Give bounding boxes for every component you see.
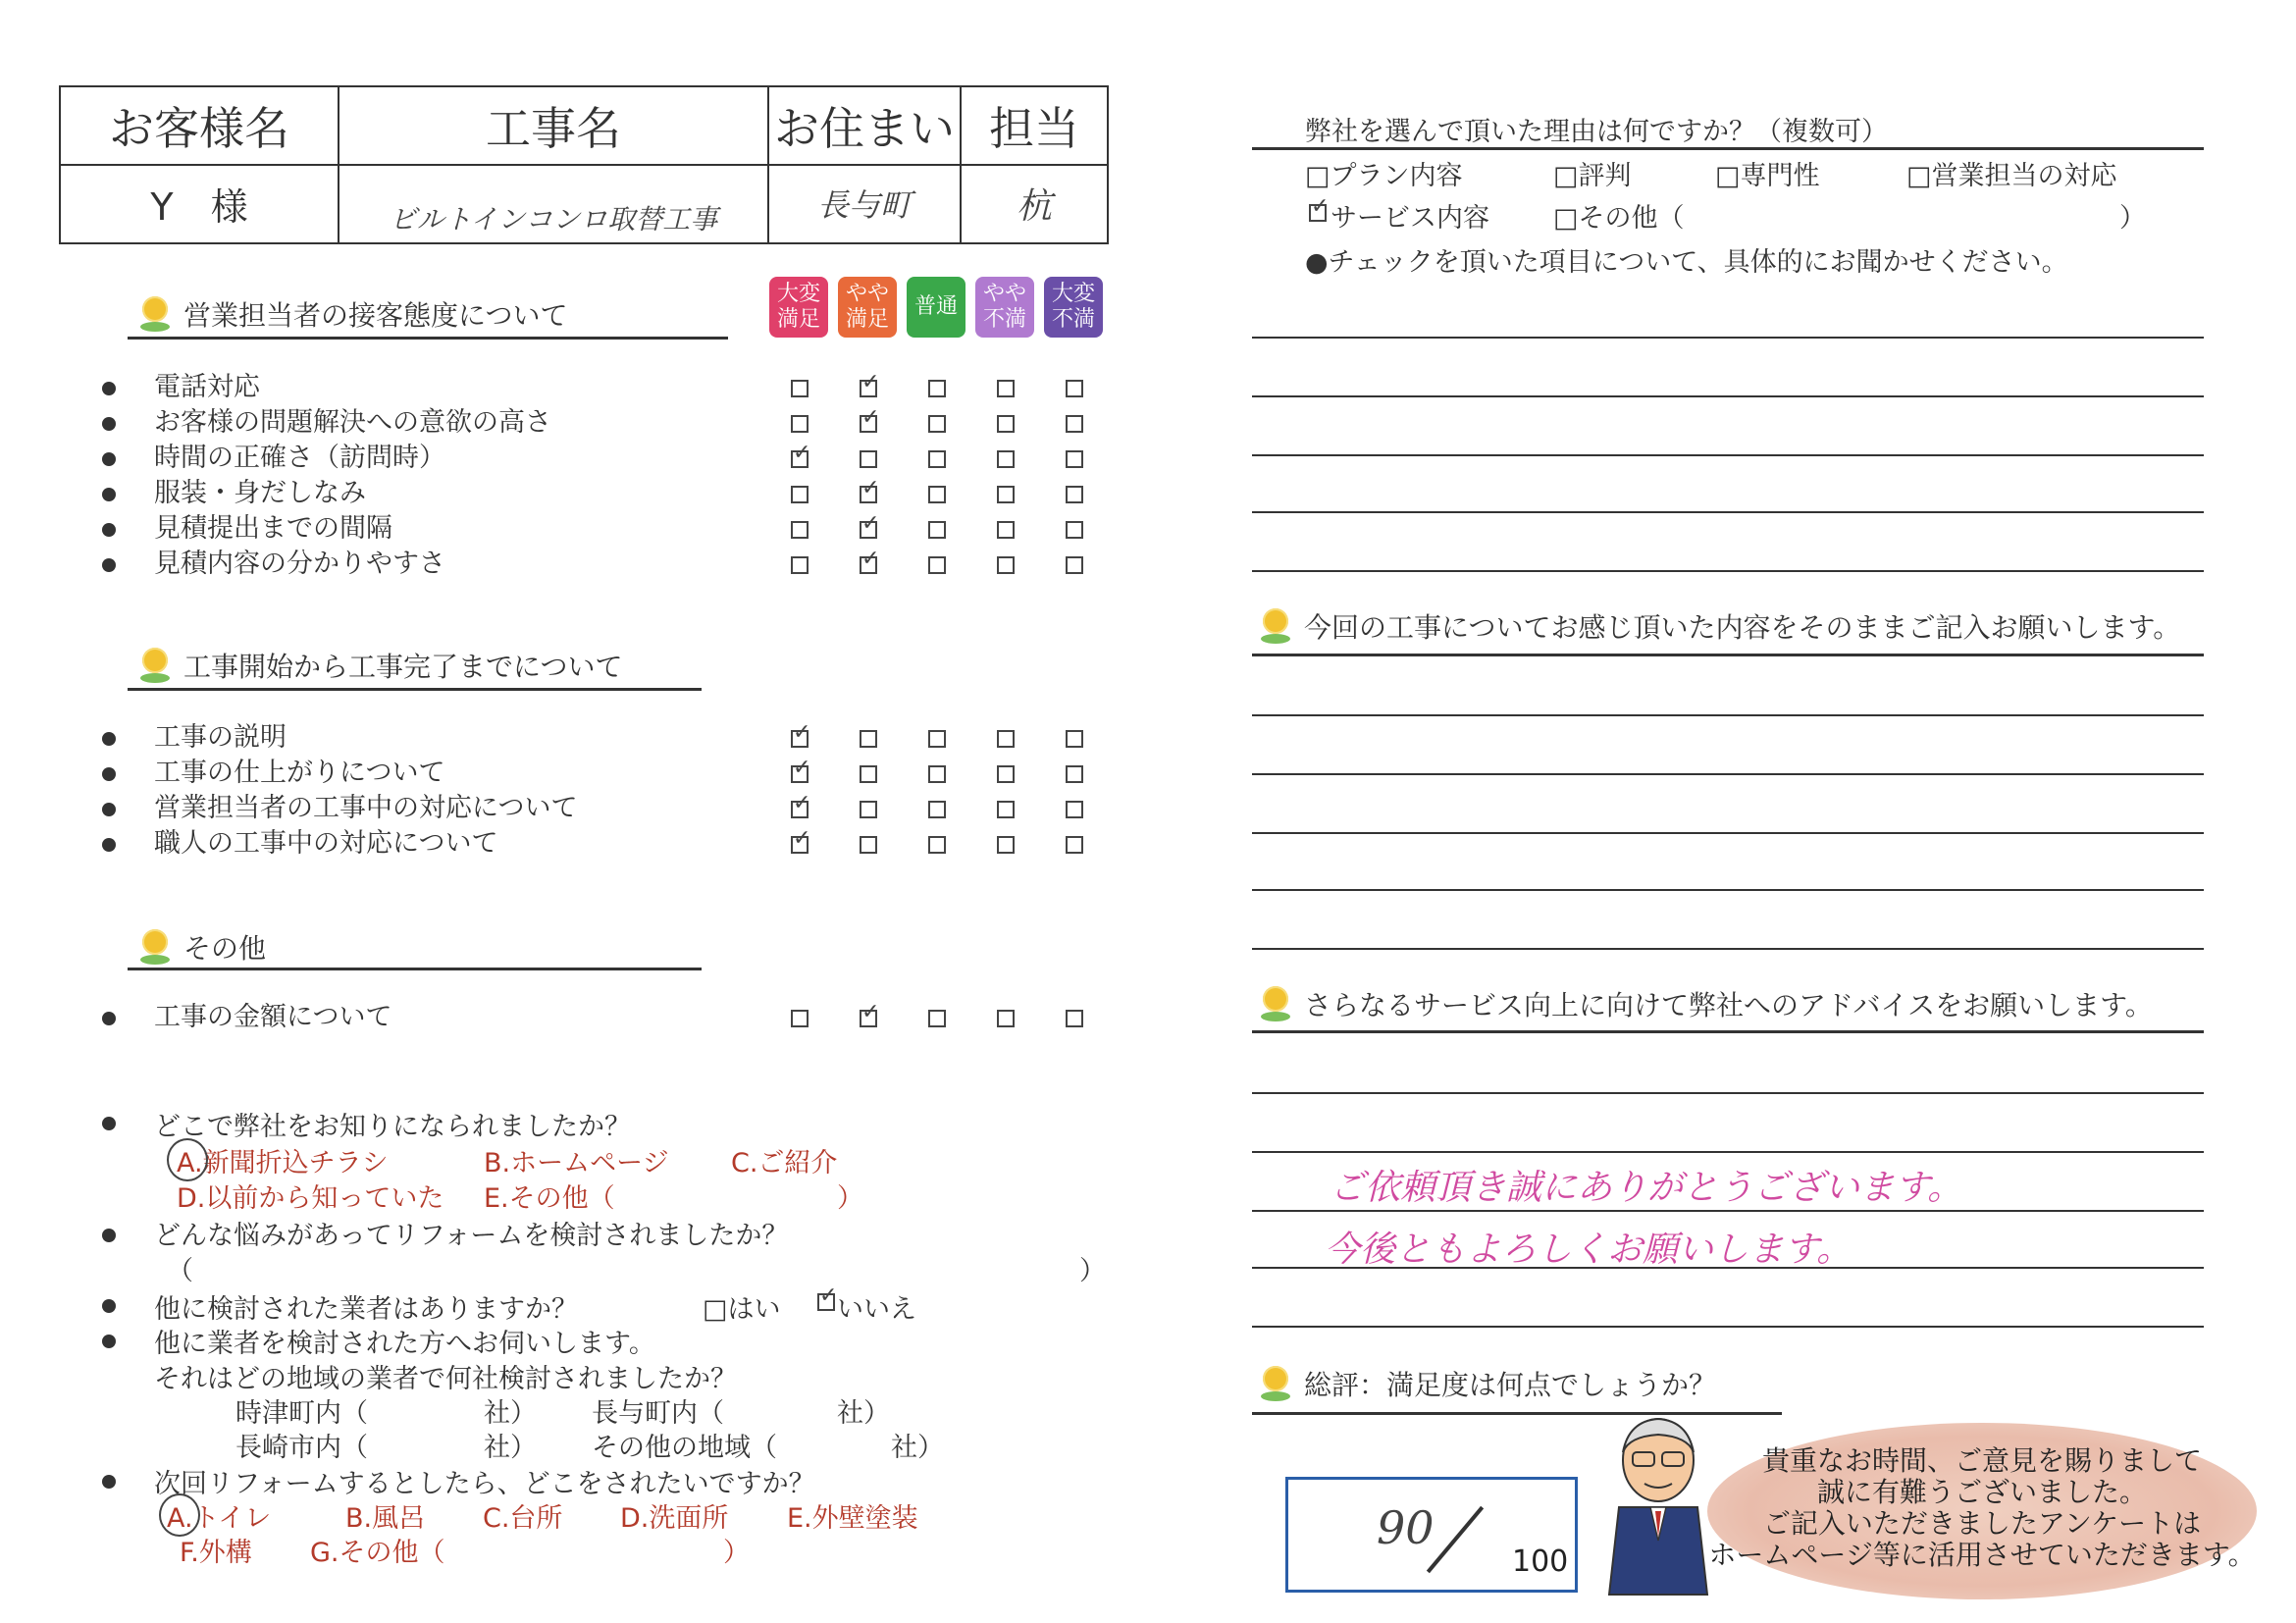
flower-icon [140, 296, 170, 334]
rating-header-line1: 大変 [776, 282, 820, 306]
rating-header-3 [975, 277, 1034, 338]
q-worry-question: どんな悩みがあってリフォームを検討されましたか？ [154, 1221, 789, 1251]
bullet-dot [102, 732, 116, 746]
q-region-unit: 社） [891, 1433, 944, 1463]
q-know-opt-d[interactable]: D.以前から知っていた [177, 1183, 444, 1214]
rating-checkbox[interactable] [997, 1010, 1015, 1027]
reason-staff[interactable]: □営業担当の対応 [1906, 161, 2117, 191]
rating-header-line2: 不満 [1051, 307, 1095, 332]
thanks-line2: 誠に有難うございました。 [1816, 1476, 2147, 1508]
q-know-opt-c[interactable]: C.ご紹介 [731, 1148, 838, 1178]
score-slash [1427, 1506, 1484, 1573]
writing-line [1252, 337, 2204, 339]
q-region-other: その他の地域（ [592, 1433, 777, 1463]
rating-checkbox[interactable] [791, 521, 809, 539]
reason-service-checkbox[interactable] [1309, 204, 1327, 222]
q-worry-close: ） [1079, 1256, 1106, 1286]
bullet-dot [102, 767, 116, 781]
q-vendor-no-checkbox[interactable] [817, 1293, 835, 1311]
rating-checkbox[interactable] [1066, 450, 1083, 468]
rating-header-4 [1044, 277, 1103, 338]
rating-item-label: 営業担当者の工事中の対応について [154, 793, 578, 823]
rating-header-1 [838, 277, 897, 338]
writing-line [1252, 570, 2204, 572]
rating-checkbox[interactable] [997, 801, 1015, 818]
flower-icon [1261, 986, 1290, 1023]
advice-handwritten-line1: ご依頼頂き誠にありがとうございます。 [1330, 1168, 1963, 1208]
rating-checkbox[interactable] [1066, 1010, 1083, 1027]
customer-header-table [59, 85, 1109, 244]
writing-line [1252, 948, 2204, 950]
header-work-label [339, 87, 769, 164]
thanks-line3: ご記入いただきましたアンケートは [1762, 1507, 2202, 1540]
customer-name-cell [61, 164, 339, 242]
section3-underline [128, 968, 702, 970]
q-next-opt-d[interactable]: D.洗面所 [620, 1503, 729, 1534]
section2-title: 工事開始から工事完了までについて [183, 651, 623, 683]
q-next-opt-c[interactable]: C.台所 [483, 1503, 563, 1534]
rating-checkbox[interactable] [997, 380, 1015, 397]
rating-header-line1: やや [845, 282, 889, 306]
rating-header-line1: 大変 [1051, 282, 1095, 306]
rating-item-label: 工事の説明 [154, 722, 287, 753]
section1-title: 営業担当者の接客態度について [183, 299, 568, 332]
header-staff-label [962, 87, 1107, 164]
reason-reputation[interactable]: □評判 [1553, 161, 1632, 191]
q-region-question2: それはどの地域の業者で何社検討されましたか？ [154, 1364, 737, 1394]
rating-checkbox[interactable] [860, 380, 877, 397]
impression-heading [1261, 606, 2180, 646]
section2-heading [140, 646, 622, 685]
bullet-dot [102, 1012, 116, 1025]
rating-checkbox[interactable] [1066, 556, 1083, 574]
rating-checkbox[interactable] [860, 415, 877, 433]
rating-checkbox[interactable] [791, 1010, 809, 1027]
rating-item-label: 電話対応 [154, 372, 260, 402]
rating-checkbox[interactable] [791, 556, 809, 574]
rating-checkbox[interactable] [928, 415, 946, 433]
rating-item-label: 工事の仕上がりについて [154, 758, 445, 788]
q-next-question: 次回リフォームするとしたら、どこをされたいですか？ [154, 1469, 815, 1499]
rating-header-0 [769, 277, 828, 338]
rating-checkbox[interactable] [1066, 521, 1083, 539]
rating-checkbox[interactable] [860, 1010, 877, 1027]
reason-other-close: ） [2119, 203, 2146, 234]
thanks-message [1702, 1445, 2262, 1571]
rating-item-label: 職人の工事中の対応について [154, 828, 498, 859]
rating-checkbox[interactable] [997, 730, 1015, 748]
rating-item-label: お客様の問題解決への意欲の高さ [154, 407, 551, 438]
q-region-unit: 社） [484, 1398, 537, 1429]
header-area-text: お住まい [774, 102, 955, 155]
advice-title: さらなるサービス向上に向けて弊社へのアドバイスをお願いします。 [1304, 989, 2153, 1021]
rating-checkbox[interactable] [860, 450, 877, 468]
score-value: 90 [1377, 1501, 1435, 1554]
q-know-opt-e-close: ） [837, 1183, 863, 1214]
bullet-dot [102, 1117, 116, 1130]
q-next-opt-g[interactable]: G.その他（ [310, 1538, 445, 1568]
rating-checkbox[interactable] [791, 765, 809, 783]
advice-heading [1261, 984, 2153, 1023]
q-know-opt-e[interactable]: E.その他（ [484, 1183, 615, 1214]
q-next-opt-a[interactable]: A.トイレ [167, 1503, 272, 1534]
mascot-illustration [1599, 1413, 1717, 1599]
thanks-line4: ホームページ等に活用させていただきます。 [1708, 1539, 2256, 1571]
bullet-dot [102, 1229, 116, 1242]
q-next-opt-g-close: ） [723, 1538, 750, 1568]
rating-checkbox[interactable] [860, 521, 877, 539]
flower-icon [1261, 608, 1290, 646]
rating-header-line1: やや [982, 282, 1026, 306]
q-vendor-yes[interactable]: □はい [703, 1294, 781, 1325]
rating-checkbox[interactable] [997, 450, 1015, 468]
header-customer-text: お客様名 [109, 102, 289, 155]
score-max: 100 [1512, 1544, 1569, 1579]
work-name-cell [339, 164, 769, 242]
header-work-text: 工事名 [486, 102, 621, 155]
rating-checkbox[interactable] [997, 415, 1015, 433]
flower-icon [140, 648, 170, 685]
rating-item-label: 工事の金額について [154, 1002, 392, 1032]
rating-checkbox[interactable] [791, 415, 809, 433]
writing-line [1252, 714, 2204, 716]
bullet-dot [102, 452, 116, 466]
bullet-dot [102, 417, 116, 431]
circle-mark [167, 1138, 208, 1181]
q-region-question: 他に業者を検討された方へお伺いします。 [154, 1329, 655, 1359]
rating-header-line2: 満足 [776, 307, 820, 332]
rating-checkbox[interactable] [1066, 415, 1083, 433]
writing-line [1252, 1092, 2204, 1094]
writing-line [1252, 454, 2204, 456]
reason-underline [1252, 147, 2204, 150]
work-name-value: ビルトインコンロ取替工事 [389, 203, 718, 236]
bullet-dot [102, 382, 116, 395]
rating-checkbox[interactable] [860, 556, 877, 574]
q-region-nagayo: 長与町内（ [592, 1398, 724, 1429]
writing-line [1252, 832, 2204, 834]
reason-service[interactable]: サービス内容 [1331, 203, 1489, 234]
rating-checkbox[interactable] [1066, 486, 1083, 503]
q-know-opt-a[interactable]: A.新聞折込チラシ [177, 1148, 389, 1178]
writing-line [1252, 1210, 2204, 1212]
q-know-opt-b[interactable]: B.ホームページ [484, 1148, 669, 1178]
rating-checkbox[interactable] [1066, 380, 1083, 397]
rating-checkbox[interactable] [928, 801, 946, 818]
staff-cell [962, 164, 1107, 242]
rating-header-line2: 不満 [982, 307, 1026, 332]
section1-heading [140, 294, 567, 334]
area-value: 長与町 [816, 186, 912, 224]
bullet-dot [102, 1299, 116, 1313]
bullet-dot [102, 1475, 116, 1489]
reason-question: 弊社を選んで頂いた理由は何ですか？（複数可） [1305, 117, 1888, 147]
rating-checkbox[interactable] [791, 836, 809, 854]
rating-checkbox[interactable] [791, 801, 809, 818]
rating-checkbox[interactable] [928, 765, 946, 783]
bullet-dot [102, 523, 116, 537]
writing-line [1252, 1151, 2204, 1153]
bullet-dot [102, 803, 116, 816]
rating-checkbox[interactable] [997, 836, 1015, 854]
reason-other[interactable]: □その他（ [1553, 203, 1685, 234]
rating-checkbox[interactable] [860, 765, 877, 783]
rating-item-label: 服装・身だしなみ [154, 478, 366, 508]
detail-instruction: ●チェックを頂いた項目について、具体的にお聞かせください。 [1305, 247, 2068, 278]
advice-underline [1252, 1030, 2204, 1033]
rating-item-label: 時間の正確さ（訪問時） [154, 443, 445, 473]
rating-checkbox[interactable] [928, 730, 946, 748]
score-box[interactable] [1285, 1477, 1578, 1593]
bullet-dot [102, 488, 116, 501]
q-next-opt-e[interactable]: E.外壁塗装 [787, 1503, 918, 1534]
rating-checkbox[interactable] [1066, 730, 1083, 748]
header-area-label [769, 87, 962, 164]
rating-checkbox[interactable] [791, 450, 809, 468]
header-staff-text: 担当 [989, 102, 1079, 155]
bullet-dot [102, 558, 116, 572]
rating-header-line1: 普通 [913, 294, 958, 319]
rating-header-2 [907, 277, 965, 338]
writing-line [1252, 889, 2204, 891]
section1-underline [128, 337, 728, 340]
q-region-nagasaki: 長崎市内（ [235, 1433, 368, 1463]
rating-item-label: 見積内容の分かりやすさ [154, 549, 445, 579]
bullet-dot [102, 1335, 116, 1348]
rating-checkbox[interactable] [791, 730, 809, 748]
flower-icon [1261, 1366, 1290, 1403]
customer-name-value: Y 様 [150, 184, 248, 229]
rating-checkbox[interactable] [1066, 765, 1083, 783]
area-cell [769, 164, 962, 242]
reason-plan[interactable]: □プラン内容 [1305, 161, 1463, 191]
impression-title: 今回の工事についてお感じ頂いた内容をそのままご記入お願いします。 [1304, 611, 2181, 644]
rating-checkbox[interactable] [928, 380, 946, 397]
rating-checkbox[interactable] [860, 801, 877, 818]
rating-checkbox[interactable] [928, 836, 946, 854]
q-region-tokitsu: 時津町内（ [235, 1398, 368, 1429]
writing-line [1252, 1326, 2204, 1328]
rating-checkbox[interactable] [997, 556, 1015, 574]
flower-icon [140, 929, 170, 967]
rating-checkbox[interactable] [997, 521, 1015, 539]
thanks-line1: 貴重なお時間、ご意見を賜りまして [1761, 1444, 2202, 1477]
q-region-unit: 社） [484, 1433, 537, 1463]
rating-checkbox[interactable] [928, 1010, 946, 1027]
writing-line [1252, 511, 2204, 513]
rating-checkbox[interactable] [997, 486, 1015, 503]
rating-checkbox[interactable] [791, 380, 809, 397]
reason-expertise[interactable]: □専門性 [1715, 161, 1820, 191]
q-next-opt-f[interactable]: F.外構 [180, 1538, 252, 1568]
total-title: 総評：満足度は何点でしょうか？ [1304, 1369, 1717, 1401]
section3-heading [140, 927, 266, 967]
rating-checkbox[interactable] [1066, 836, 1083, 854]
section3-title: その他 [183, 932, 267, 965]
rating-checkbox[interactable] [928, 521, 946, 539]
q-vendor-no[interactable]: いいえ [837, 1294, 916, 1325]
writing-line [1252, 773, 2204, 775]
bullet-dot [102, 838, 116, 852]
q-region-unit: 社） [837, 1398, 890, 1429]
rating-checkbox[interactable] [997, 765, 1015, 783]
q-vendor-question: 他に検討された業者はありますか？ [154, 1294, 578, 1325]
rating-checkbox[interactable] [860, 730, 877, 748]
impression-underline [1252, 654, 2204, 656]
q-know-question: どこで弊社をお知りになられましたか？ [154, 1112, 631, 1142]
advice-handwritten-line2: 今後ともよろしくお願いします。 [1325, 1230, 1852, 1270]
rating-header-line2: 満足 [845, 307, 889, 332]
rating-checkbox[interactable] [928, 486, 946, 503]
rating-item-label: 見積提出までの間隔 [154, 513, 392, 544]
writing-line [1252, 395, 2204, 397]
rating-checkbox[interactable] [928, 450, 946, 468]
header-customer-label [61, 87, 339, 164]
total-heading [1261, 1364, 1716, 1403]
rating-checkbox[interactable] [928, 556, 946, 574]
rating-checkbox[interactable] [860, 486, 877, 503]
rating-checkbox[interactable] [1066, 801, 1083, 818]
staff-value: 杭 [1016, 185, 1052, 227]
q-next-opt-b[interactable]: B.風呂 [345, 1503, 426, 1534]
q-worry-open: （ [167, 1256, 193, 1286]
section2-underline [128, 688, 702, 691]
rating-checkbox[interactable] [791, 486, 809, 503]
rating-checkbox[interactable] [860, 836, 877, 854]
